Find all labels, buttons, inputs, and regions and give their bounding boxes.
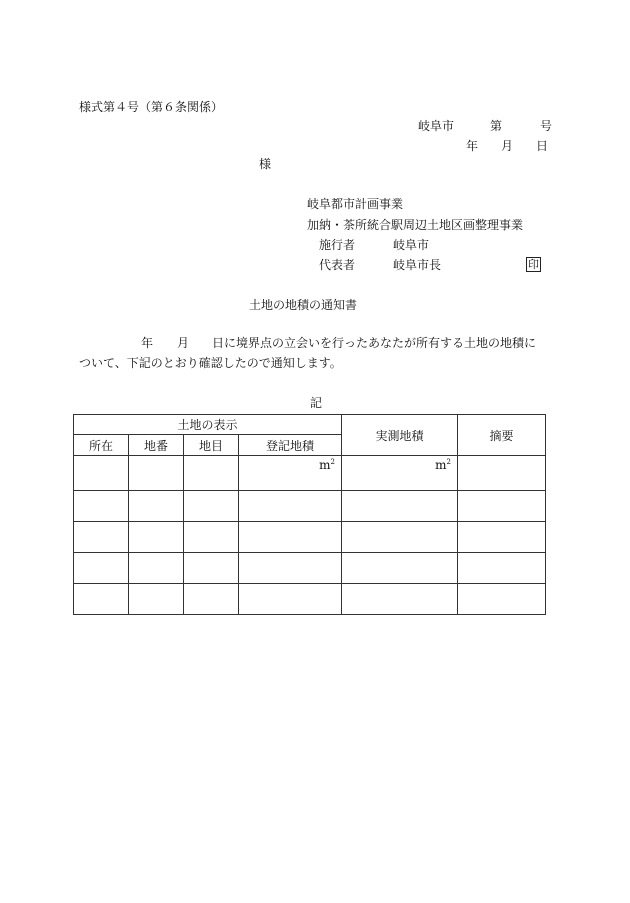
seal-label: 印 bbox=[528, 258, 539, 271]
table-cell bbox=[184, 491, 239, 522]
issuer-city: 岐阜市 bbox=[418, 119, 455, 133]
table-cell bbox=[342, 491, 458, 522]
table-cell bbox=[74, 584, 129, 615]
unit-label: m bbox=[319, 458, 331, 472]
seal-mark bbox=[526, 257, 541, 272]
table-cell bbox=[129, 522, 184, 553]
table-cell bbox=[74, 553, 129, 584]
table-cell bbox=[74, 456, 129, 491]
group-header: 土地の表示 bbox=[74, 415, 342, 435]
table-cell bbox=[342, 522, 458, 553]
table-cell bbox=[184, 522, 239, 553]
body-month: 月 bbox=[177, 336, 190, 350]
table-cell bbox=[129, 584, 184, 615]
table-cell bbox=[342, 553, 458, 584]
document-title: 土地の地積の通知書 bbox=[249, 298, 358, 312]
table-cell bbox=[184, 456, 239, 491]
table-cell bbox=[129, 491, 184, 522]
measured-area-header: 実測地積 bbox=[342, 415, 458, 456]
table-cell bbox=[74, 491, 129, 522]
table-cell bbox=[239, 584, 342, 615]
col-registered-area: 登記地積 bbox=[239, 435, 342, 456]
unit-superscript: 2 bbox=[446, 458, 452, 466]
issuer-line bbox=[418, 120, 552, 132]
date-month: 月 bbox=[501, 139, 514, 153]
table-header-row-1 bbox=[74, 415, 546, 435]
table-cell bbox=[129, 553, 184, 584]
col-location: 所在 bbox=[74, 435, 129, 456]
table-cell bbox=[239, 553, 342, 584]
body-year: 年 bbox=[141, 336, 154, 350]
parcel-table bbox=[73, 414, 546, 615]
project-line2: 加納・茶所統合駅周辺土地区画整理事業 bbox=[307, 218, 524, 232]
measured-area-cell bbox=[342, 456, 458, 491]
issuer-go: 号 bbox=[540, 119, 553, 133]
table-row bbox=[74, 491, 546, 522]
table-cell bbox=[74, 522, 129, 553]
table-cell bbox=[458, 584, 546, 615]
table-cell bbox=[458, 522, 546, 553]
representative-value: 岐阜市長 bbox=[393, 258, 442, 272]
table-cell bbox=[458, 456, 546, 491]
unit-superscript: 2 bbox=[330, 458, 336, 466]
representative-label: 代表者 bbox=[319, 258, 356, 272]
table-row bbox=[74, 522, 546, 553]
table-row bbox=[74, 584, 546, 615]
table-row bbox=[74, 456, 546, 491]
body-text-line2: ついて、下記のとおり確認したので通知します。 bbox=[79, 356, 342, 370]
table-cell bbox=[184, 553, 239, 584]
date-line bbox=[466, 140, 548, 152]
addressee-suffix: 様 bbox=[259, 157, 272, 171]
date-year: 年 bbox=[466, 139, 479, 153]
executor-label: 施行者 bbox=[319, 238, 356, 252]
table-cell bbox=[458, 553, 546, 584]
ki-heading: 記 bbox=[310, 396, 323, 410]
table-cell bbox=[342, 584, 458, 615]
issuer-dai: 第 bbox=[490, 119, 503, 133]
col-land-category: 地目 bbox=[184, 435, 239, 456]
remarks-header: 摘要 bbox=[458, 415, 546, 456]
table-cell bbox=[129, 456, 184, 491]
body-text-line1: 日に境界点の立会いを行ったあなたが所有する土地の地積に bbox=[212, 336, 537, 350]
date-day: 日 bbox=[536, 139, 549, 153]
table-row bbox=[74, 553, 546, 584]
unit-label: m bbox=[435, 458, 447, 472]
col-lot-number: 地番 bbox=[129, 435, 184, 456]
executor-value: 岐阜市 bbox=[393, 238, 430, 252]
project-line1: 岐阜都市計画事業 bbox=[307, 197, 404, 211]
table-cell bbox=[184, 584, 239, 615]
registered-area-cell bbox=[239, 456, 342, 491]
table-cell bbox=[239, 522, 342, 553]
table-cell bbox=[239, 491, 342, 522]
body-line1 bbox=[141, 337, 536, 349]
form-number: 様式第４号（第６条関係） bbox=[79, 100, 224, 114]
table-cell bbox=[458, 491, 546, 522]
